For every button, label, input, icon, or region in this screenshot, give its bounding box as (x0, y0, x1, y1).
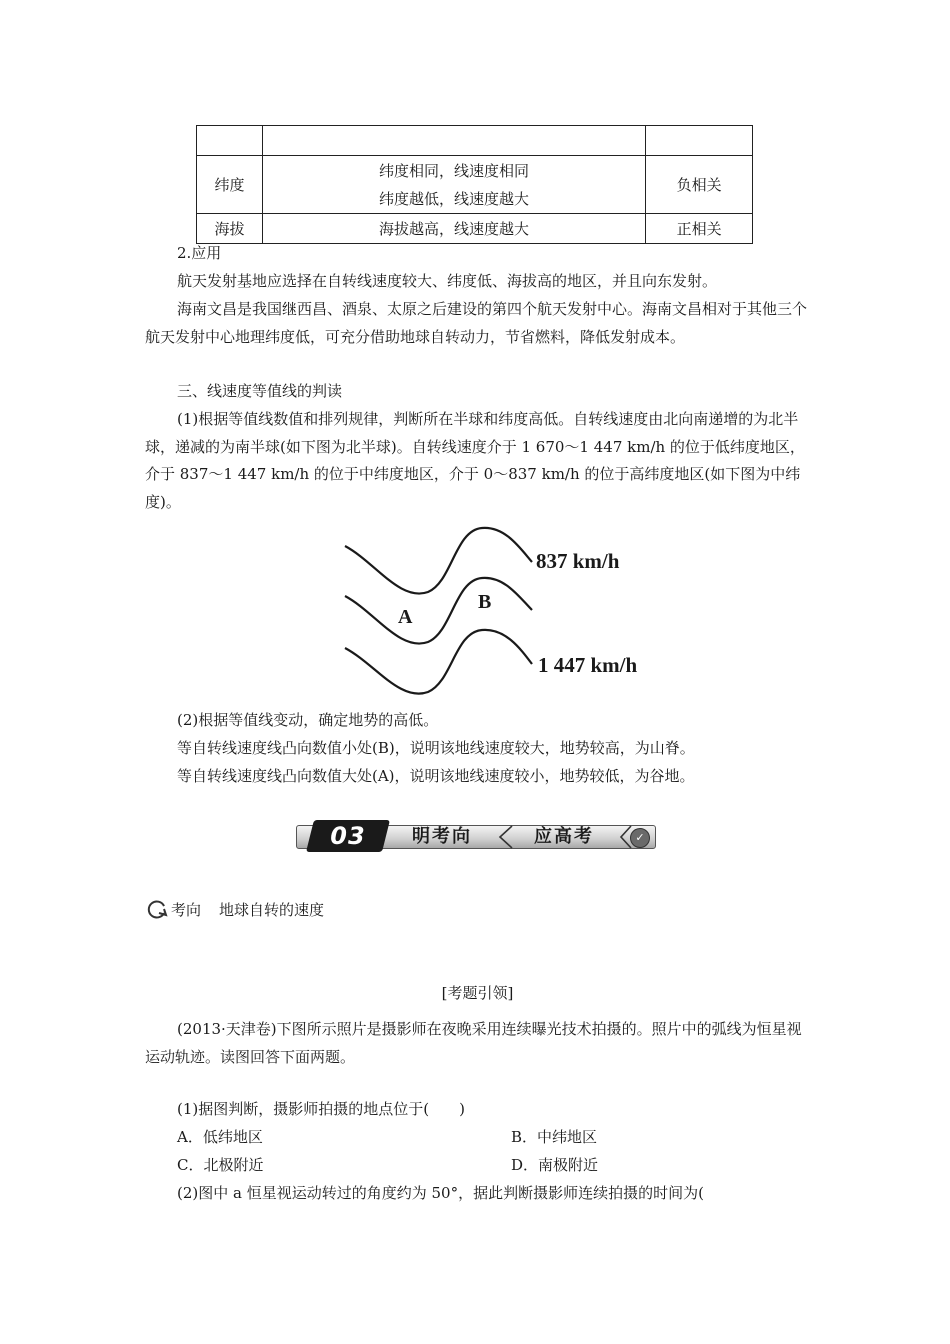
exam-intro: (2013·天津卷)下图所示照片是摄影师在夜晚采用连续曝光技术拍摄的。照片中的弧线为恒星视运动轨迹。读图回答下面两题。 (145, 1020, 802, 1066)
factor-cell: 纬度 (197, 156, 263, 214)
paragraph: (1)根据等值线数值和排列规律，判断所在半球和纬度高低。自转线速度由北向南递增的为北半球，递减的为南半球(如下图为北半球)。自转线速度介于 1 670～1 447 km/h 的位于低纬度地区，介于 837～1 447 km/h 的位于中纬度地区，介于 0～837 km/h 的位于高纬度地区(如下图为中纬度)。 (145, 410, 805, 511)
paragraph: 海南文昌是我国继西昌、酒泉、太原之后建设的第四个航天发射中心。海南文昌相对于其他三个航天发射中心地理纬度低，可充分借助地球自转动力，节省燃料，降低发射成本。 (145, 300, 808, 346)
banner-text-2: 应高考 (534, 826, 594, 847)
question-2: (2)图中 a 恒星视运动转过的角度约为 50°，据此判断摄影师连续拍摄的时间为( (177, 1184, 704, 1202)
kaoxiang-topic: 地球自转的速度 (219, 901, 325, 919)
paragraph: 等自转线速度线凸向数值大处(A)，说明该地线速度较小，地势较低，为谷地。 (177, 767, 695, 785)
isoline-diagram (340, 522, 660, 697)
section-heading: 三、线速度等值线的判读 (177, 382, 343, 400)
rule-line: 纬度相同，线速度相同 (379, 161, 530, 180)
isoline-middle (345, 578, 532, 644)
banner-number: 03 (330, 822, 366, 850)
option-a: A．低纬地区 (177, 1128, 263, 1146)
table-row (197, 214, 753, 244)
kaoxiang-label: 考向 (171, 901, 202, 919)
rule-cell: 海拔越高，线速度越大 (262, 214, 645, 244)
rule-cell (262, 126, 645, 156)
kaoxiang-title (171, 898, 324, 922)
factor-cell (197, 126, 263, 156)
option-c: C．北极附近 (177, 1156, 264, 1174)
label-837: 837 km/h (536, 549, 620, 573)
factor-cell: 海拔 (197, 214, 263, 244)
summary-table (196, 125, 753, 244)
section-banner (296, 820, 656, 854)
relation-cell: 正相关 (646, 214, 753, 244)
isoline-1447 (345, 630, 532, 694)
paragraph: 航天发射基地应选择在自转线速度较大、纬度低、海拔高的地区，并且向东发射。 (177, 272, 718, 290)
option-d: D．南极附近 (511, 1156, 599, 1174)
paragraph: 等自转线速度线凸向数值小处(B)，说明该地线速度较大，地势较高，为山脊。 (177, 739, 695, 757)
banner-number-badge (306, 820, 390, 852)
point-b: B (478, 591, 492, 613)
section-heading: 2.应用 (177, 244, 222, 262)
question-1: (1)据图判断，摄影师拍摄的地点位于( ) (177, 1100, 465, 1118)
label-1447: 1 447 km/h (538, 653, 638, 677)
relation-cell (646, 126, 753, 156)
option-b: B．中纬地区 (511, 1128, 598, 1146)
rule-line: 纬度越低，线速度越大 (379, 189, 530, 208)
exam-heading: [考题引领] (441, 984, 514, 1002)
isoline-figure (340, 522, 660, 697)
point-a: A (398, 606, 413, 628)
paragraph: (2)根据等值线变动，确定地势的高低。 (177, 711, 439, 729)
rule-cell (262, 156, 645, 214)
banner-text-1: 明考向 (412, 826, 472, 847)
table-row (197, 156, 753, 214)
check-icon: ✓ (630, 828, 650, 848)
table-row (197, 126, 753, 156)
refresh-arrow-icon (145, 897, 169, 921)
relation-cell: 负相关 (646, 156, 753, 214)
chevron-left-icon (496, 825, 516, 849)
